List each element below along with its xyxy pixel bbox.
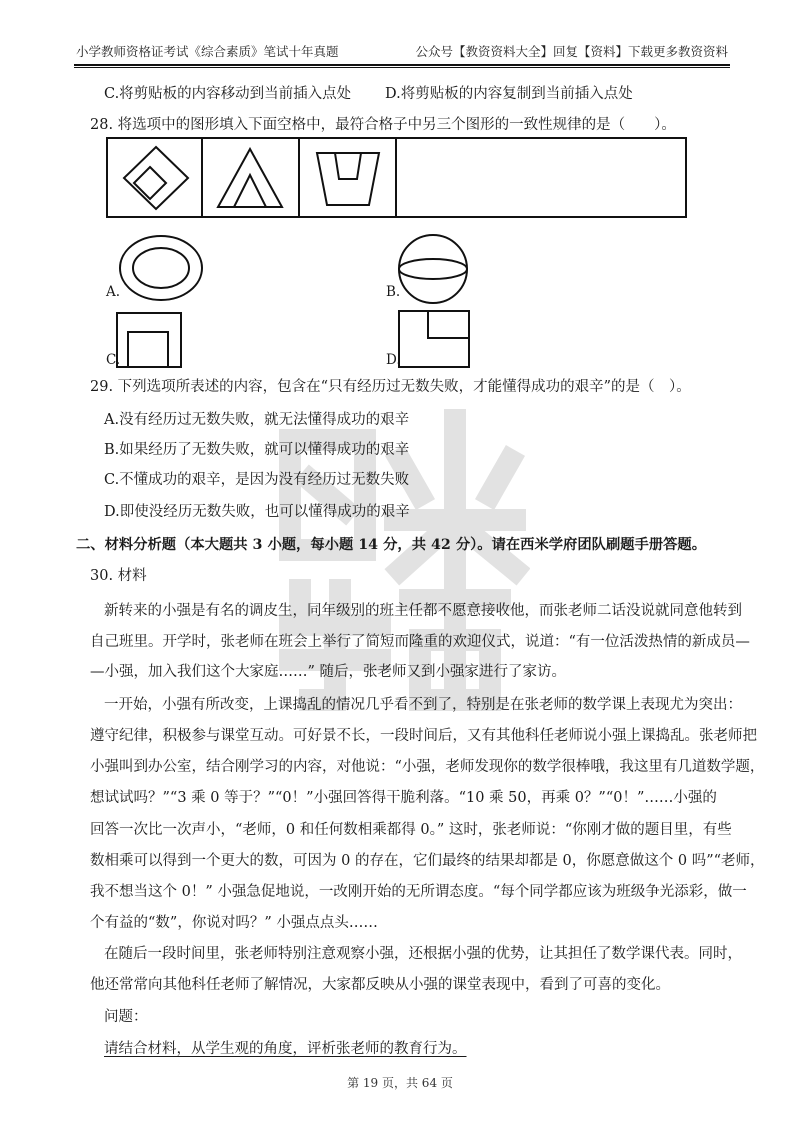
q28-label-d: D. <box>386 352 401 368</box>
material-line: 他还常常向其他科任老师了解情况，大家都反映从小强的课堂表现中，看到了可喜的变化。 <box>90 977 670 993</box>
header-rule <box>74 64 730 66</box>
material-line: 我不想当这个 0！” 小强急促地说，一改刚开始的无所谓态度。“每个同学都应该为班级争光添彩，做一 <box>90 884 747 900</box>
q28-figure-grid <box>106 137 687 218</box>
option-c-nested-rectangles <box>116 312 182 368</box>
q28-label-b: B. <box>386 284 401 300</box>
running-header-right: 公众号【教资资料大全】回复【资料】下载更多教资资料 <box>415 44 728 59</box>
q30-title: 30. 材料 <box>90 568 147 584</box>
running-header-left: 小学教师资格证考试《综合素质》笔试十年真题 <box>76 44 339 59</box>
figure-nested-triangles <box>216 147 284 209</box>
material-line: 个有益的“数”，你说对吗？” 小强点点头…… <box>90 915 378 931</box>
q27-option-d: D.将剪贴板的内容复制到当前插入点处 <box>385 86 633 102</box>
q28-label-c: C. <box>106 352 121 368</box>
q29-option-b: B.如果经历了无数失败，就可以懂得成功的艰辛 <box>104 442 410 458</box>
page-number: 第 19 页，共 64 页 <box>347 1076 453 1090</box>
option-a-concentric-ellipses <box>118 234 204 302</box>
material-line: 遵守纪律，积极参与课堂互动。可好景不长，一段时间后，又有其他科任老师说小强上课捣乱。张老师把 <box>90 728 757 744</box>
q29-option-c: C.不懂成功的艰辛，是因为没有经历过无数失败 <box>104 472 410 488</box>
material-line: 小强叫到办公室，结合刚学习的内容，对他说：“小强，老师发现你的数学很棒哦，我这里有几道数学题， <box>90 759 765 775</box>
figure-nested-trapezoids <box>313 151 383 207</box>
q29-stem: 29. 下列选项所表述的内容，包含在“只有经历过无数失败，才能懂得成功的艰辛”的是（ ）。 <box>90 379 691 395</box>
header-rule-thin <box>74 67 730 68</box>
question-prompt: 请结合材料，从学生观的角度，评析张老师的教育行为。 <box>104 1041 467 1057</box>
material-line: 回答一次比一次声小，“老师，0 和任何数相乘都得 0。” 这时，张老师说：“你刚才做的题目里，有些 <box>90 822 732 838</box>
section-heading: 二、材料分析题（本大题共 3 小题，每小题 14 分，共 42 分）。请在西米学府团队刷题手册答题。 <box>76 537 707 553</box>
material-line: 自己班里。开学时，张老师在班会上举行了简短而隆重的欢迎仪式，说道：“有一位活泼热情的新成员— <box>90 634 750 650</box>
material-line: 想试试吗？”“3 乘 0 等于？”“0！”小强回答得干脆利落。“10 乘 50，再乘 0？”“0！”……小强的 <box>90 790 717 806</box>
q29-option-a: A.没有经历过无数失败，就无法懂得成功的艰辛 <box>104 412 410 428</box>
option-d-square-corner <box>398 310 470 368</box>
q29-option-d: D.即使没经历无数失败，也可以懂得成功的艰辛 <box>104 504 410 520</box>
material-line: 数相乘可以得到一个更大的数，可因为 0 的存在，它们最终的结果却都是 0，你愿意做这个 0 吗”“老师， <box>90 853 765 869</box>
q27-option-c: C.将剪贴板的内容移动到当前插入点处 <box>104 86 352 102</box>
question-label: 问题： <box>104 1009 148 1025</box>
material-line: 在随后一段时间里，张老师特别注意观察小强，还根据小强的优势，让其担任了数学课代表。同时， <box>104 946 742 962</box>
q28-stem: 28. 将选项中的图形填入下面空格中，最符合格子中另三个图形的一致性规律的是（ ）。 <box>90 117 676 133</box>
option-b-sphere <box>396 234 470 304</box>
material-line: 新转来的小强是有名的调皮生，同年级别的班主任都不愿意接收他，而张老师二话没说就同意他转到 <box>104 603 742 619</box>
q28-label-a: A. <box>106 284 121 300</box>
material-line: 一开始，小强有所改变，上课捣乱的情况几乎看不到了，特别是在张老师的数学课上表现尤为突出： <box>104 697 742 713</box>
material-line: —小强，加入我们这个大家庭……” 随后，张老师又到小强家进行了家访。 <box>90 664 567 680</box>
figure-nested-diamonds <box>120 145 192 211</box>
